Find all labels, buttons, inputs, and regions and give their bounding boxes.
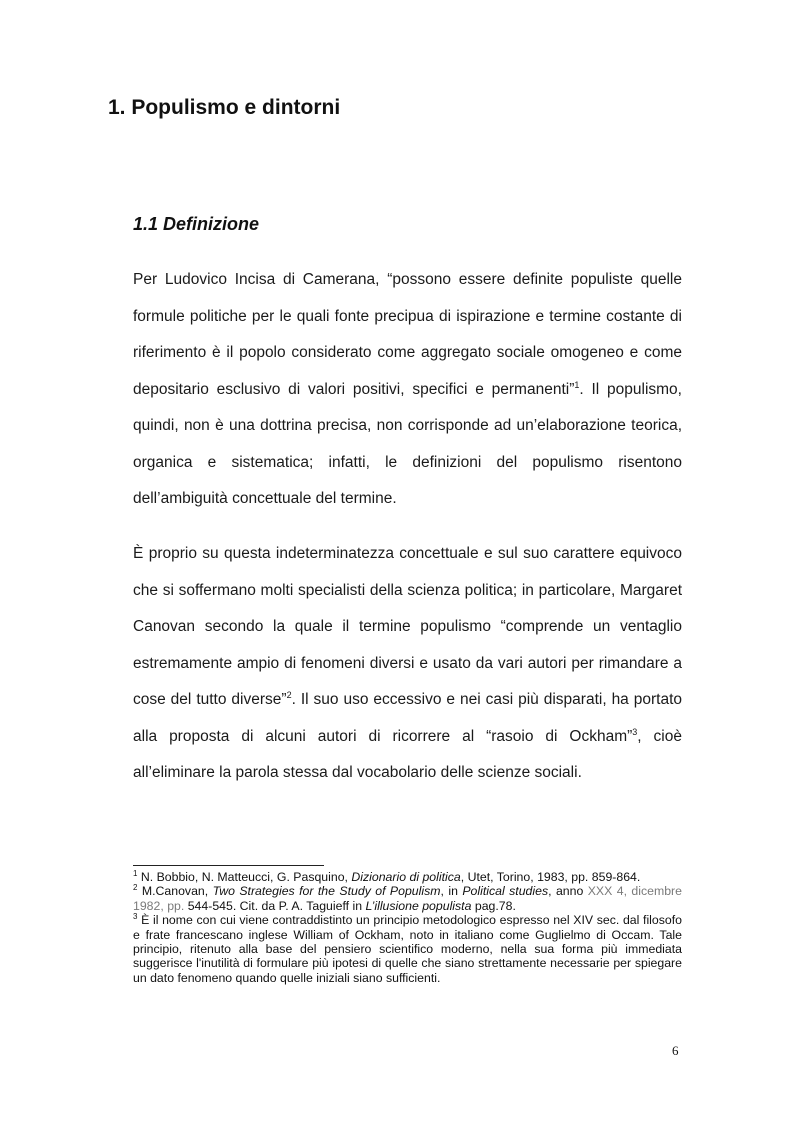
footnote-2-pages: 544-545. Cit. da P. A. Taguieff in: [184, 898, 366, 913]
body-paragraph-2: [133, 536, 682, 792]
footnote-3-number: 3: [133, 912, 138, 922]
footnote-separator: [133, 865, 324, 866]
footnote-2-number: 2: [133, 883, 138, 893]
footnote-3-text: È il nome con cui viene contraddistinto un principio metodologico espresso nel XIV sec. dal filosofo e frate francescano inglese William of Ockham, noto in italiano come Guglielmo di Occam. Tale principio, ritenuto alla base del pensiero scientifico moderno, nella sua forma più immediata suggerisce l'inutilità di formulare più ipotesi di quelle che siano strettamente necessarie per spiegare un dato fenomeno quando quelle iniziali siano sufficienti.: [133, 913, 682, 985]
footnote-1-details: , Utet, Torino, 1983, pp. 859-864.: [460, 870, 641, 884]
footnotes: [133, 870, 682, 985]
paragraph-1-text-a: Per Ludovico Incisa di Camerana, “possono essere definite populiste quelle formule politiche per le quali fonte precipua di ispirazione e termine costante di riferimento è il popolo considerato come aggregato sociale omogeneo e come depositario esclusivo di valori positivi, specifici e permanenti”: [133, 271, 682, 398]
footnote-1-title: Dizionario di politica: [351, 870, 461, 884]
footnote-1-authors: N. Bobbio, N. Matteucci, G. Pasquino,: [137, 870, 352, 884]
footnote-2-issue: XXX 4, dicembre 1982, pp.: [133, 884, 682, 913]
chapter-title: 1. Populismo e dintorni: [108, 96, 341, 119]
footnote-2: [133, 884, 682, 913]
footnote-ref-3: 3: [632, 726, 638, 737]
footnote-ref-1: 1: [574, 379, 580, 390]
paragraph-2-text-c: , cioè all’eliminare la parola stessa dal vocabolario delle scienze sociali.: [133, 727, 682, 781]
body-paragraph-1: [133, 262, 682, 518]
paragraph-2-text-a: È proprio su questa indeterminatezza concettuale e sul suo carattere equivoco che si soffermano molti specialisti della scienza politica; in particolare, Margaret Canovan secondo la quale il termine populismo “comprende un ventaglio estremamente ampio di fenomeni diversi e usato da vari autori per rimandare a cose del tutto diverse”: [133, 545, 682, 708]
paragraph-1-text-b: . Il populismo, quindi, non è una dottrina precisa, non corrisponde ad un’elaborazione teorica, organica e sistematica; infatti, le definizioni del populismo risentono dell’ambiguità concettuale del termine.: [133, 380, 682, 507]
page-number: 6: [672, 1043, 679, 1058]
footnote-2-connector-2: , anno: [548, 884, 588, 899]
footnote-2-title: Two Strategies for the Study of Populism: [212, 884, 441, 899]
footnote-2-author: M.Canovan,: [137, 884, 213, 899]
footnote-1: [133, 870, 682, 884]
section-title: 1.1 Definizione: [133, 214, 260, 234]
footnote-2-journal: Political studies: [462, 884, 549, 899]
footnote-2-connector: , in: [440, 884, 463, 899]
footnote-1-number: 1: [133, 869, 138, 878]
paragraph-2-text-b: . Il suo uso eccessivo e nei casi più disparati, ha portato alla proposta di alcuni autori di ricorrere al “rasoio di Ockham”: [133, 691, 683, 745]
footnote-3: [133, 913, 682, 985]
footnote-2-book: L’illusione populista: [365, 898, 472, 913]
footnote-ref-2: 2: [286, 690, 292, 700]
footnote-2-end: pag.78.: [471, 898, 516, 913]
